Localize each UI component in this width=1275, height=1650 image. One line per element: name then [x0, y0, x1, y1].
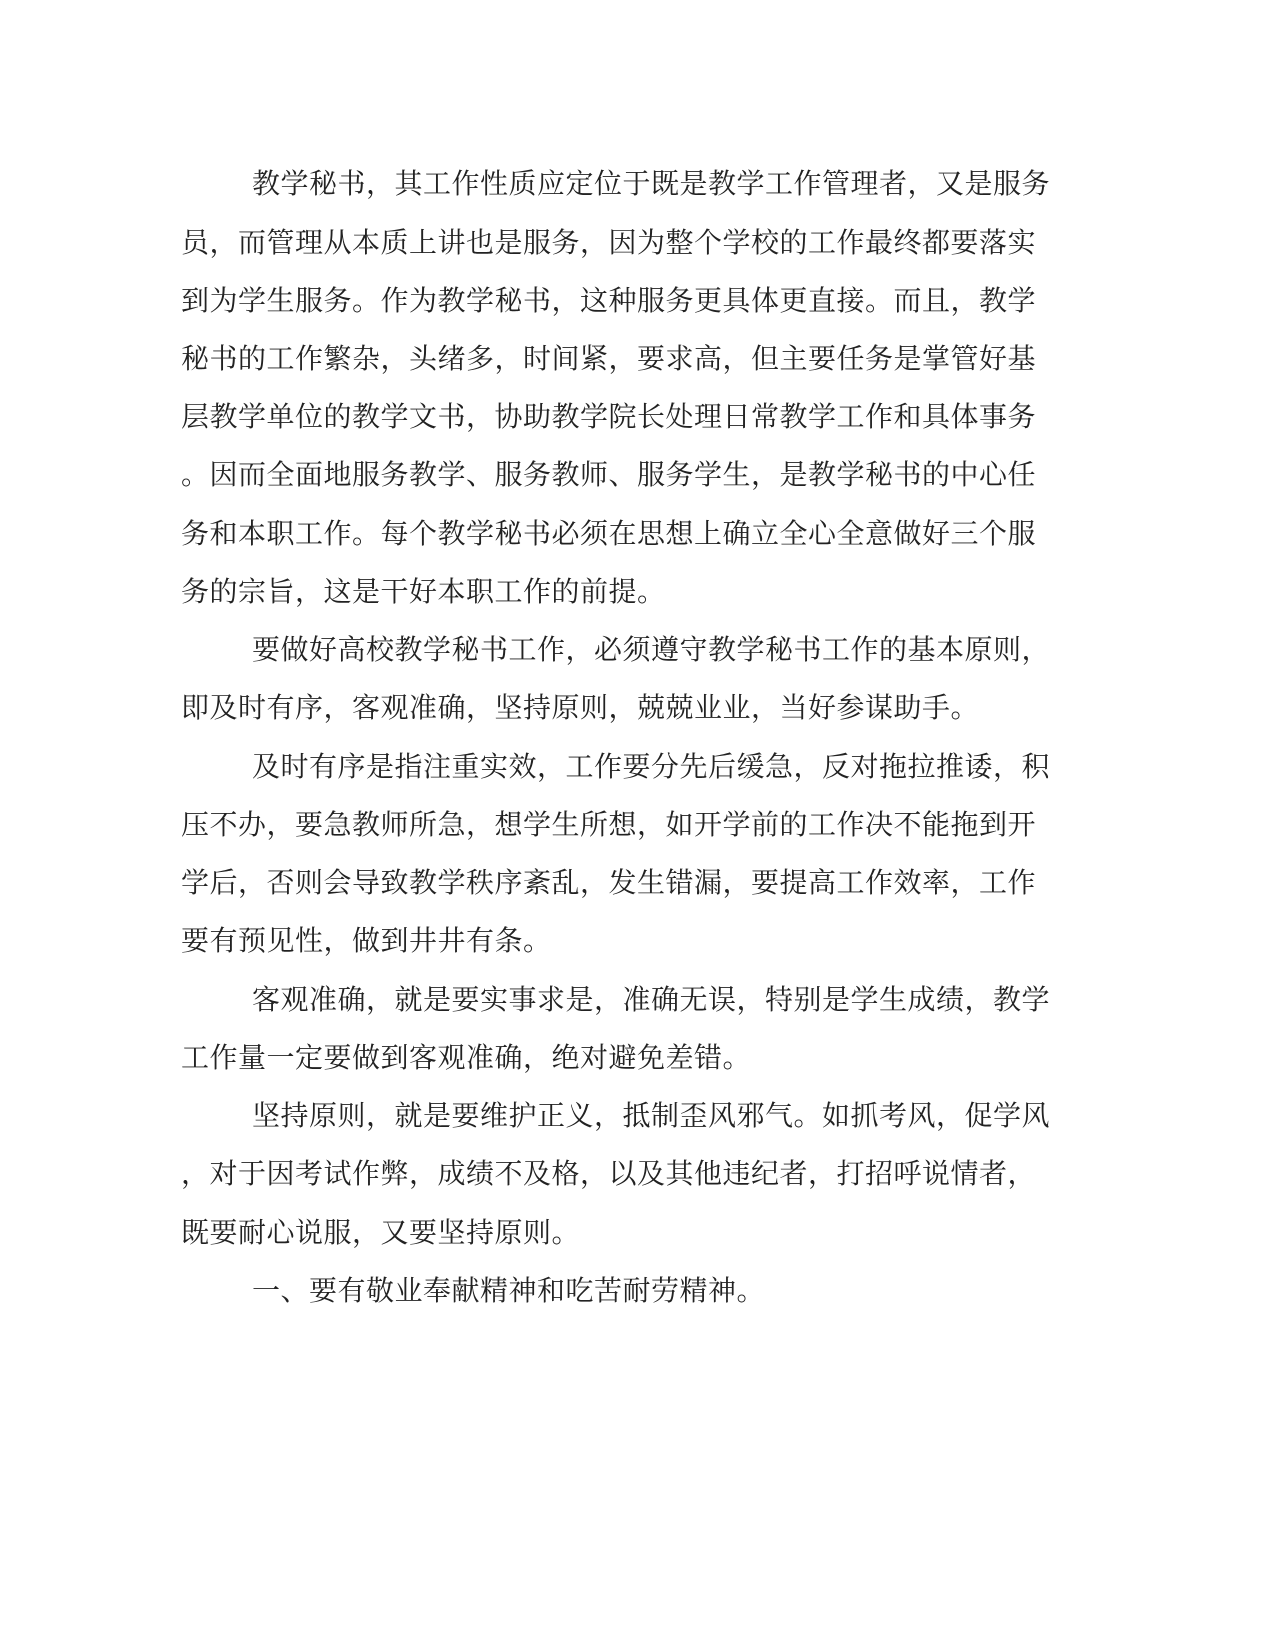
text-line: 即及时有序，客观准确，坚持原则，兢兢业业，当好参谋助手。: [181, 691, 980, 724]
text-line: 工作量一定要做到客观准确，绝对避免差错。: [181, 1041, 752, 1074]
text-line: 学后，否则会导致教学秩序紊乱，发生错漏，要提高工作效率，工作: [181, 866, 1037, 899]
text-line: ，对于因考试作弊，成绩不及格，以及其他违纪者，打招呼说情者，: [181, 1157, 1037, 1190]
text-line: 压不办，要急教师所急，想学生所想，如开学前的工作决不能拖到开: [181, 808, 1037, 841]
text-line: 客观准确，就是要实事求是，准确无误，特别是学生成绩，教学: [252, 983, 1051, 1016]
text-line: 层教学单位的教学文书，协助教学院长处理日常教学工作和具体事务: [181, 400, 1037, 433]
text-line: 坚持原则，就是要维护正义，抵制歪风邪气。如抓考风，促学风: [252, 1099, 1051, 1132]
text-line: 到为学生服务。作为教学秘书，这种服务更具体更直接。而且，教学: [181, 284, 1037, 317]
text-line: 既要耐心说服，又要坚持原则。: [181, 1216, 581, 1249]
text-line: 教学秘书，其工作性质应定位于既是教学工作管理者，又是服务: [252, 167, 1051, 200]
text-line: 员，而管理从本质上讲也是服务，因为整个学校的工作最终都要落实: [181, 226, 1037, 259]
text-line: 务和本职工作。每个教学秘书必须在思想上确立全心全意做好三个服: [181, 517, 1037, 550]
text-line: 要做好高校教学秘书工作，必须遵守教学秘书工作的基本原则，: [252, 633, 1051, 666]
text-line: 。因而全面地服务教学、服务教师、服务学生，是教学秘书的中心任: [181, 458, 1037, 491]
text-line: 务的宗旨，这是干好本职工作的前提。: [181, 575, 666, 608]
text-line: 一、要有敬业奉献精神和吃苦耐劳精神。: [252, 1274, 766, 1307]
text-line: 及时有序是指注重实效，工作要分先后缓急，反对拖拉推诿，积: [252, 750, 1051, 783]
text-line: 秘书的工作繁杂，头绪多，时间紧，要求高，但主要任务是掌管好基: [181, 342, 1037, 375]
text-line: 要有预见性，做到井井有条。: [181, 924, 552, 957]
